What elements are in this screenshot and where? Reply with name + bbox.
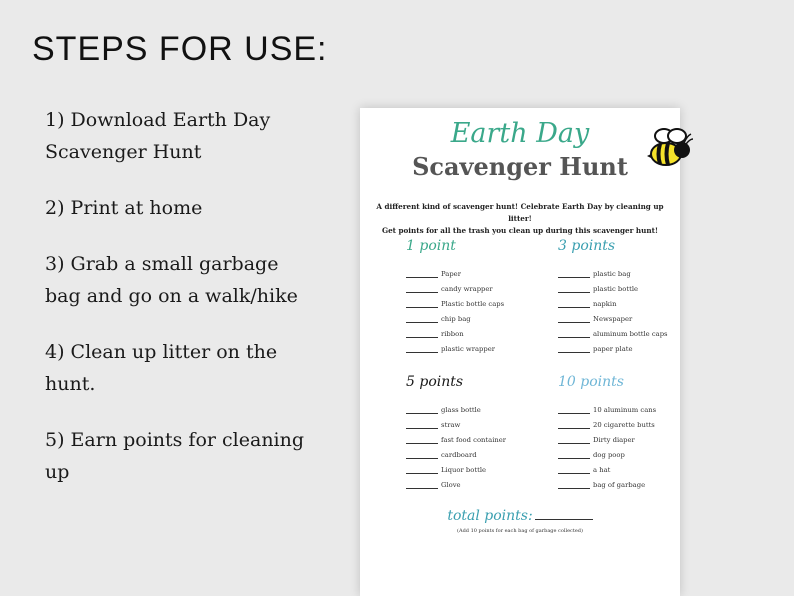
answer-blank (558, 442, 590, 444)
item-label: fast food container (441, 436, 507, 444)
item-list (558, 399, 656, 489)
answer-blank (406, 351, 438, 353)
answer-blank (406, 336, 438, 338)
points-group-3 (558, 238, 668, 353)
bee-icon (646, 126, 694, 170)
points-group-5 (406, 374, 506, 489)
item-label: dog poop (593, 451, 625, 459)
group-title: 3 points (558, 238, 616, 254)
item-label: 10 aluminum cans (593, 406, 657, 414)
answer-blank (406, 321, 438, 323)
step-item: 1) Download Earth Day Scavenger Hunt (45, 109, 271, 163)
list-item (406, 323, 504, 338)
item-label: Plastic bottle caps (441, 300, 505, 308)
list-item (558, 459, 656, 474)
list-item (558, 278, 668, 293)
item-label: 20 cigarette butts (593, 421, 655, 429)
group-title: 1 point (406, 238, 456, 254)
points-group-10 (558, 374, 656, 489)
item-label: cardboard (441, 451, 477, 459)
answer-blank (406, 291, 438, 293)
total-label: total points: (447, 508, 533, 524)
list-item (558, 414, 656, 429)
answer-blank (406, 412, 438, 414)
item-label: paper plate (593, 345, 633, 353)
list-item (406, 399, 506, 414)
list-item (406, 444, 506, 459)
answer-blank (558, 427, 590, 429)
group-title: 10 points (558, 374, 624, 390)
item-label: plastic bag (593, 270, 631, 278)
item-label: ribbon (441, 330, 464, 338)
list-item (406, 308, 504, 323)
answer-blank (558, 351, 590, 353)
intro-line: Get points for all the trash you clean up during this scavenger hunt! (381, 226, 659, 235)
list-item (558, 263, 668, 278)
list-item (406, 459, 506, 474)
item-label: straw (441, 421, 461, 429)
answer-blank (558, 291, 590, 293)
step-item: 3) Grab a small garbage bag and go on a walk/hike (45, 253, 298, 307)
list-item (406, 278, 504, 293)
points-group-1 (406, 238, 504, 353)
item-label: Paper (441, 270, 461, 278)
list-item (558, 293, 668, 308)
list-item (558, 399, 656, 414)
list-item (406, 429, 506, 444)
answer-blank (558, 457, 590, 459)
item-list (558, 263, 668, 353)
scavenger-hunt-sheet (360, 108, 680, 596)
item-label: Liquor bottle (441, 466, 487, 474)
answer-blank (558, 276, 590, 278)
answer-blank (558, 306, 590, 308)
sheet-title-main: Scavenger Hunt (412, 152, 628, 181)
list-item (406, 414, 506, 429)
item-label: Dirty diaper (593, 436, 635, 444)
answer-blank (558, 487, 590, 489)
item-label: plastic bottle (593, 285, 639, 293)
item-list (406, 399, 506, 489)
item-label: candy wrapper (441, 285, 493, 293)
item-label: a hat (593, 466, 611, 474)
list-item (406, 263, 504, 278)
list-item (558, 323, 668, 338)
answer-blank (406, 306, 438, 308)
list-item (406, 338, 504, 353)
item-label: glass bottle (441, 406, 481, 414)
answer-blank (406, 442, 438, 444)
step-item: 2) Print at home (45, 197, 203, 219)
answer-blank (558, 336, 590, 338)
page-heading: STEPS FOR USE: (32, 30, 328, 68)
answer-blank (406, 472, 438, 474)
item-label: plastic wrapper (441, 345, 496, 353)
total-note: (Add 10 points for each bag of garbage collected) (457, 528, 583, 534)
steps-list (45, 104, 315, 512)
list-item (558, 308, 668, 323)
total-points (360, 508, 680, 524)
item-label: chip bag (441, 315, 471, 323)
item-list (406, 263, 504, 353)
answer-blank (406, 276, 438, 278)
list-item (558, 429, 656, 444)
sheet-title-script: Earth Day (450, 118, 590, 149)
item-label: Glove (441, 481, 461, 489)
item-label: Newspaper (593, 315, 633, 323)
step-item: 5) Earn points for cleaning up (45, 429, 305, 483)
list-item (406, 474, 506, 489)
answer-blank (558, 472, 590, 474)
group-title: 5 points (406, 374, 464, 390)
sheet-intro (370, 201, 670, 237)
answer-blank (406, 457, 438, 459)
list-item (558, 474, 656, 489)
answer-blank (558, 412, 590, 414)
item-label: napkin (593, 300, 617, 308)
intro-line: A different kind of scavenger hunt! Celebrate Earth Day by cleaning up litter! (376, 202, 664, 223)
item-label: bag of garbage (593, 481, 646, 489)
step-item: 4) Clean up litter on the hunt. (45, 341, 278, 395)
answer-blank (406, 427, 438, 429)
total-blank (535, 519, 593, 520)
answer-blank (558, 321, 590, 323)
item-label: aluminum bottle caps (593, 330, 668, 338)
answer-blank (406, 487, 438, 489)
list-item (558, 338, 668, 353)
list-item (558, 444, 656, 459)
list-item (406, 293, 504, 308)
